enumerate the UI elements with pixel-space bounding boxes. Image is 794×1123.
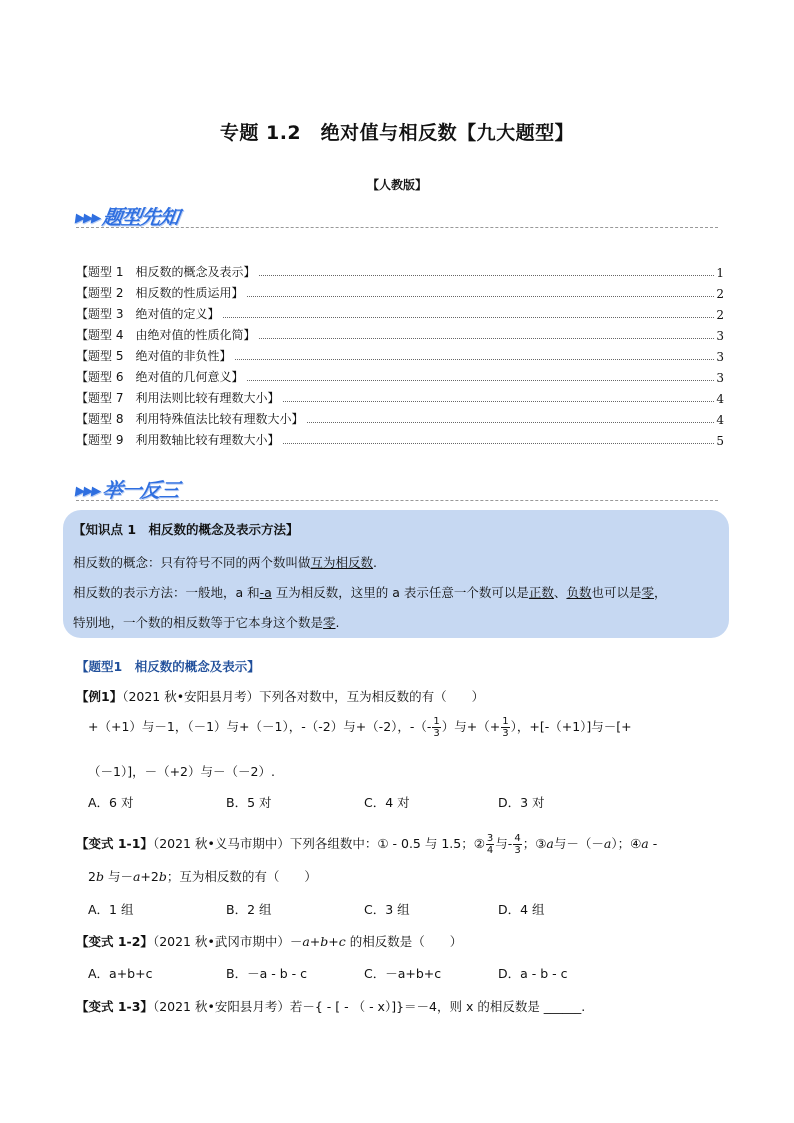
underlined-term: 负数: [566, 585, 592, 600]
text: .: [373, 555, 378, 570]
variable: a: [641, 836, 649, 851]
banner-practice-text: 举一反三: [100, 478, 181, 502]
knowledge-title: 【知识点 1 相反数的概念及表示方法】: [73, 522, 299, 537]
numerator: 1: [502, 716, 509, 727]
toc-item-page: 3: [716, 350, 724, 364]
text: ），+[-（+1）]与－[+: [510, 719, 632, 734]
numerator: 4: [514, 833, 521, 844]
text: 也可以是: [591, 585, 642, 600]
variable: a: [603, 836, 612, 851]
numerator: 1: [433, 716, 440, 727]
toc-item-page: 5: [716, 434, 724, 448]
page-title: 专题 1.2 绝对值与相反数【九大题型】: [219, 122, 575, 144]
option-b[interactable]: B．－a - b - c: [226, 966, 307, 981]
example-1-line-2: [88, 716, 632, 739]
knowledge-line-1: [73, 553, 377, 571]
fraction: [432, 716, 440, 739]
triple-chevron-icon: ▶▶▶: [74, 484, 101, 499]
text: ）；④: [611, 836, 642, 851]
toc-item-label: 【题型 3 绝对值的定义】: [76, 307, 220, 321]
option-b[interactable]: B．2 组: [226, 902, 272, 917]
variant-1-1-question: [76, 833, 657, 856]
underlined-term: 正数: [528, 585, 554, 600]
toc-item[interactable]: [76, 280, 724, 301]
fraction: [486, 833, 494, 856]
toc-item-page: 3: [716, 329, 724, 343]
text: ）与+（+: [441, 719, 501, 734]
toc-item-label: 【题型 2 相反数的性质运用】: [76, 286, 244, 300]
option-a[interactable]: A．a+b+c: [88, 966, 153, 981]
toc-item[interactable]: [76, 259, 724, 280]
knowledge-line-3: [73, 613, 340, 631]
toc-item-label: 【题型 9 利用数轴比较有理数大小】: [76, 433, 280, 447]
toc-item-page: 4: [716, 413, 724, 427]
toc-item-page: 4: [716, 392, 724, 406]
toc-leader-dots: [283, 401, 714, 402]
text: 相反数的概念：只有符号不同的两个数叫做: [73, 555, 311, 570]
section-title: 【题型1 相反数的概念及表示】: [76, 659, 260, 674]
option-c[interactable]: C．4 对: [364, 795, 410, 810]
toc-leader-dots: [259, 275, 714, 276]
text: 、: [553, 585, 567, 600]
toc-item-label: 【题型 7 利用法则比较有理数大小】: [76, 391, 280, 405]
knowledge-line-2: [73, 583, 667, 601]
option-d[interactable]: D．4 组: [498, 902, 545, 917]
knowledge-box: [63, 510, 729, 638]
divider-line: [76, 500, 718, 501]
fraction: [513, 833, 521, 856]
table-of-contents: [76, 259, 724, 448]
question-label: 【变式 1-2】: [76, 934, 153, 949]
example-1-line-3: （－1）]，－（+2）与－（－2）.: [88, 764, 275, 779]
toc-leader-dots: [247, 296, 714, 297]
text: 特别地，一个数的相反数等于它本身这个数是: [73, 615, 324, 630]
toc-item-page: 1: [716, 266, 724, 280]
text: 与－: [103, 869, 133, 884]
toc-item-page: 3: [716, 371, 724, 385]
option-b[interactable]: B．5 对: [226, 795, 272, 810]
toc-item[interactable]: [76, 406, 724, 427]
toc-item-label: 【题型 4 由绝对值的性质化简】: [76, 328, 256, 342]
text: 与－（－: [553, 836, 604, 851]
option-a[interactable]: A．6 对: [88, 795, 134, 810]
toc-leader-dots: [283, 443, 714, 444]
toc-item[interactable]: [76, 427, 724, 448]
text: ；③: [522, 836, 547, 851]
denominator: 3: [502, 728, 509, 739]
toc-item-label: 【题型 1 相反数的概念及表示】: [76, 265, 256, 279]
toc-item[interactable]: [76, 301, 724, 322]
option-c[interactable]: C．3 组: [364, 902, 410, 917]
option-d[interactable]: D．a - b - c: [498, 966, 568, 981]
variable: b: [158, 869, 167, 884]
toc-leader-dots: [223, 317, 714, 318]
option-a[interactable]: A．1 组: [88, 902, 134, 917]
variant-1-2-question: [76, 932, 462, 950]
text: 互为相反数，这里的 a 表示任意一个数可以是: [271, 585, 529, 600]
variant-1-1-line-2: [88, 867, 317, 885]
numerator: 3: [486, 833, 494, 844]
underlined-term: 零: [641, 585, 654, 600]
text: 相反数的表示方法：一般地，a 和: [73, 585, 260, 600]
text: ；互为相反数的有（ ）: [166, 869, 317, 884]
toc-item-label: 【题型 8 利用特殊值法比较有理数大小】: [76, 412, 304, 426]
denominator: 4: [486, 845, 494, 856]
text: -: [648, 836, 658, 851]
banner-preview: [74, 201, 181, 227]
toc-leader-dots: [307, 422, 714, 423]
text: 的相反数是（ ）: [345, 934, 463, 949]
text: +（+1）与－1，（－1）与+（－1），-（-2）与+（-2），-（-: [88, 719, 432, 734]
banner-preview-text: 题型先知: [100, 205, 181, 229]
toc-leader-dots: [235, 359, 714, 360]
text: （2021 秋•义马市期中）下列各组数中：① - 0.5 与 1.5；②: [152, 836, 485, 851]
edition-label: 【人教版】: [366, 178, 427, 192]
triple-chevron-icon: ▶▶▶: [74, 211, 101, 226]
text: +2: [140, 869, 159, 884]
option-c[interactable]: C．－a+b+c: [364, 966, 442, 981]
toc-leader-dots: [259, 338, 714, 339]
variant-1-3-question: [76, 997, 585, 1015]
underlined-term: -a: [259, 585, 272, 600]
toc-item[interactable]: [76, 364, 724, 385]
question-label: 【例1】: [76, 689, 123, 704]
text: （2021 秋•武冈市期中）－: [152, 934, 303, 949]
toc-item-page: 2: [716, 308, 724, 322]
question-text: （2021 秋•安阳县月考）下列各对数中，互为相反数的有（ ）: [122, 689, 485, 704]
text: ，: [653, 585, 667, 600]
underlined-term: 互为相反数: [310, 555, 374, 570]
text: 2: [88, 869, 96, 884]
variable: a: [546, 836, 554, 851]
underlined-term: 零: [323, 615, 336, 630]
denominator: 3: [514, 845, 521, 856]
divider-line: [76, 227, 718, 228]
example-1-question: [76, 687, 484, 705]
text: .: [335, 615, 340, 630]
question-label: 【变式 1-3】: [76, 999, 153, 1014]
text: 与-: [495, 836, 513, 851]
question-text: （2021 秋•安阳县月考）若－{ - [ - （ - x）]}＝－4，则 x 的相反数是 ______.: [152, 999, 586, 1014]
toc-item[interactable]: [76, 322, 724, 343]
banner-practice: [74, 474, 181, 500]
option-d[interactable]: D．3 对: [498, 795, 545, 810]
toc-item-label: 【题型 6 绝对值的几何意义】: [76, 370, 244, 384]
toc-item-label: 【题型 5 绝对值的非负性】: [76, 349, 232, 363]
toc-item-page: 2: [716, 287, 724, 301]
variable: a: [132, 869, 141, 884]
variable: b: [95, 869, 104, 884]
toc-leader-dots: [247, 380, 714, 381]
toc-item[interactable]: [76, 343, 724, 364]
fraction: [501, 716, 509, 739]
expression: a+b+c: [302, 934, 346, 949]
denominator: 3: [433, 728, 440, 739]
toc-item[interactable]: [76, 385, 724, 406]
question-label: 【变式 1-1】: [76, 836, 153, 851]
